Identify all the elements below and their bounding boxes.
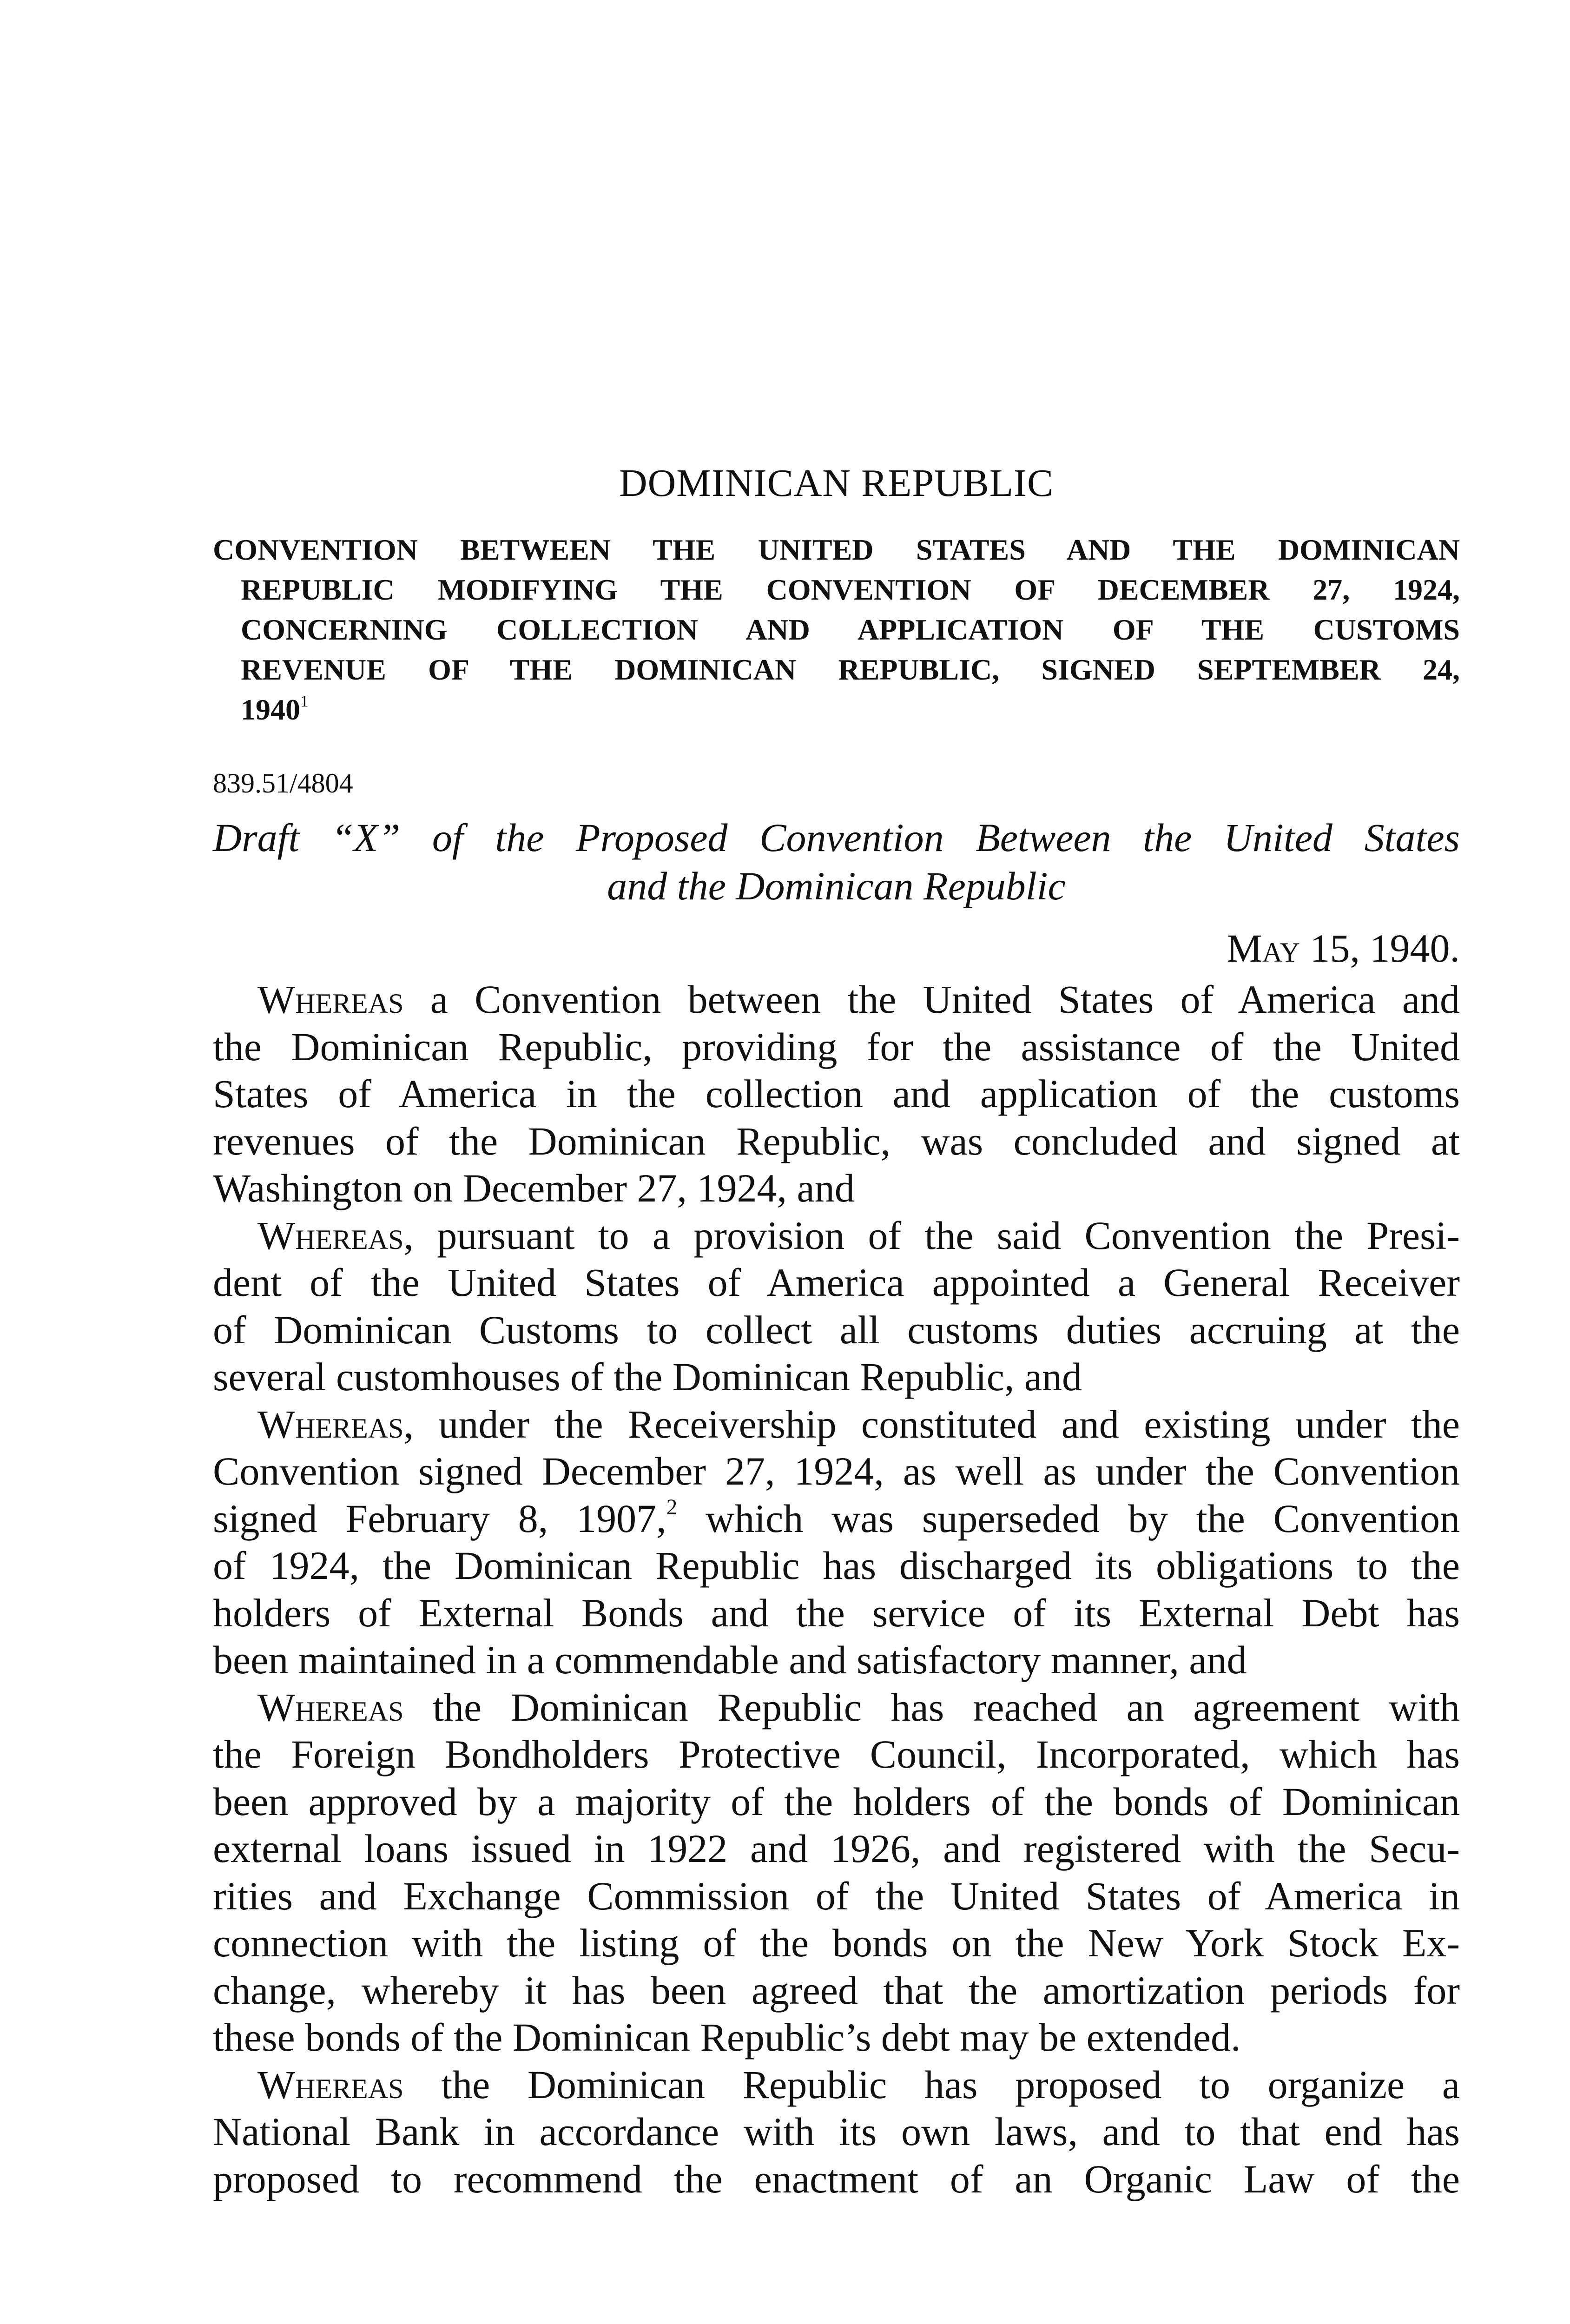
- paragraph: [213, 2061, 1460, 2203]
- line-text: signed February 8, 1907,: [213, 1496, 666, 1541]
- convention-title: [213, 530, 1460, 730]
- paragraph-line: [213, 1401, 1460, 1448]
- dateline-text: May 15, 1940.: [1227, 926, 1460, 971]
- convention-title-line: CONCERNING COLLECTION AND APPLICATION OF THE CUSTOMS: [241, 613, 1460, 646]
- paragraph-line: Convention signed December 27, 1924, as well as under the Convention: [213, 1449, 1460, 1493]
- paragraph-line: been maintained in a commendable and satisfactory manner, and: [213, 1637, 1247, 1682]
- paragraph-line: been approved by a majority of the holders of the bonds of Dominican: [213, 1779, 1460, 1824]
- paragraph-line: National Bank in accordance with its own laws, and to that end has: [213, 2109, 1460, 2154]
- lead-word: Whereas: [257, 1401, 404, 1446]
- body-text: [213, 976, 1460, 2203]
- draft-title-line: and the Dominican Republic: [607, 864, 1066, 908]
- footnote-reference: 1: [300, 692, 309, 710]
- draft-title: [213, 813, 1460, 910]
- paragraph-line: change, whereby it has been agreed that the amortization periods for: [213, 1967, 1460, 2013]
- paragraph-line: connection with the listing of the bonds on the New York Stock Ex-: [213, 1921, 1460, 1965]
- lead-word: Whereas: [257, 1684, 404, 1730]
- paragraph-line: rities and Exchange Commission of the United States of America in: [213, 1873, 1460, 1918]
- paragraph-line: these bonds of the Dominican Republic’s debt may be extended.: [213, 2015, 1241, 2060]
- country-heading: DOMINICAN REPUBLIC: [619, 462, 1054, 505]
- convention-title-line: [213, 690, 1460, 730]
- paragraph-line: [213, 1495, 1460, 1543]
- paragraph: [213, 976, 1460, 1212]
- footnote-reference: 2: [666, 1495, 678, 1519]
- lead-word: Whereas: [257, 977, 404, 1022]
- paragraph: [213, 1684, 1460, 2061]
- convention-title-line: REVENUE OF THE DOMINICAN REPUBLIC, SIGNED SEPTEMBER 24,: [241, 653, 1460, 686]
- paragraph-line: holders of External Bonds and the service of its External Debt has: [213, 1590, 1460, 1635]
- file-number: 839.51/4804: [213, 768, 353, 799]
- line-text: , under the Receivership constituted and existing under the: [403, 1401, 1460, 1446]
- paragraph-line: Washington on December 27, 1924, and: [213, 1166, 855, 1210]
- paragraph-line: of Dominican Customs to collect all customs duties accruing at the: [213, 1307, 1460, 1352]
- paragraph-line: [213, 976, 1460, 1023]
- line-text: a Convention between the United States of America and: [403, 977, 1460, 1022]
- convention-title-year: 1940: [241, 693, 300, 726]
- paragraph-line: [213, 1684, 1460, 1731]
- line-text: the Dominican Republic has reached an agreement with: [403, 1684, 1460, 1730]
- convention-title-line: CONVENTION BETWEEN THE UNITED STATES AND THE DOMINICAN: [213, 533, 1460, 566]
- paragraph-line: the Dominican Republic, providing for the assistance of the United: [213, 1024, 1460, 1069]
- draft-title-line: Draft “X” of the Proposed Convention Between the United States: [213, 815, 1460, 860]
- lead-word: Whereas: [257, 1213, 404, 1258]
- paragraph: [213, 1401, 1460, 1684]
- paragraph-line: proposed to recommend the enactment of an Organic Law of the: [213, 2156, 1460, 2201]
- line-text: the Dominican Republic has proposed to organize a: [403, 2062, 1460, 2107]
- lead-word: Whereas: [257, 2062, 404, 2107]
- paragraph: [213, 1212, 1460, 1401]
- paragraph-line: the Foreign Bondholders Protective Council, Incorporated, which has: [213, 1732, 1460, 1776]
- paragraph-line: dent of the United States of America appointed a General Receiver: [213, 1260, 1460, 1305]
- paragraph-line: [213, 2061, 1460, 2109]
- paragraph-line: States of America in the collection and application of the customs: [213, 1071, 1460, 1116]
- convention-title-line: REPUBLIC MODIFYING THE CONVENTION OF DECEMBER 27, 1924,: [241, 573, 1460, 606]
- paragraph-line: revenues of the Dominican Republic, was concluded and signed at: [213, 1118, 1460, 1163]
- line-text: which was superseded by the Convention: [677, 1496, 1460, 1541]
- paragraph-line: [213, 1212, 1460, 1260]
- paragraph-line: of 1924, the Dominican Republic has discharged its obligations to the: [213, 1543, 1460, 1588]
- paragraph-line: external loans issued in 1922 and 1926, and registered with the Secu-: [213, 1826, 1460, 1871]
- line-text: , pursuant to a provision of the said Convention the Presi-: [403, 1213, 1460, 1258]
- paragraph-line: several customhouses of the Dominican Republic, and: [213, 1354, 1082, 1399]
- dateline: [1227, 925, 1460, 971]
